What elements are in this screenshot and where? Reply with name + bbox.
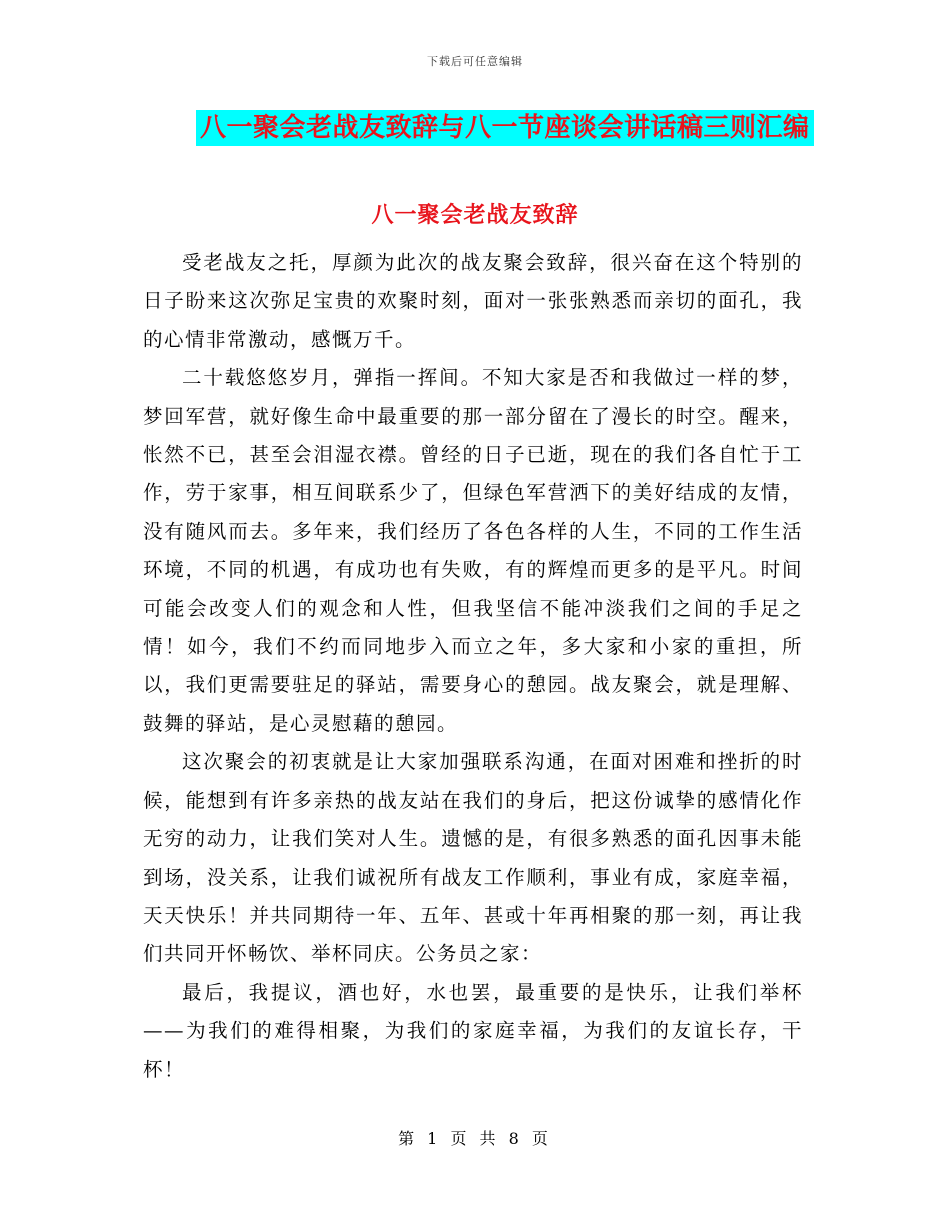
paragraph: 受老战友之托，厚颜为此次的战友聚会致辞，很兴奋在这个特别的日子盼来这次弥足宝贵的欢聚时刻，面对一张张熟悉而亲切的面孔，我的心情非常激动，感慨万千。	[143, 251, 803, 351]
paragraph: 最后，我提议，酒也好，水也罢，最重要的是快乐，让我们举杯——为我们的难得相聚，为我们的家庭幸福，为我们的友谊长存，干杯！	[143, 980, 803, 1081]
paragraph: 这次聚会的初衷就是让大家加强联系沟通，在面对困难和挫折的时候，能想到有许多亲热的战友站在我们的身后，把这份诚挚的感情化作无穷的动力，让我们笑对人生。遗憾的是，有很多熟悉的面孔因事未能到场，没关系，让我们诚祝所有战友工作顺利，事业有成，家庭幸福，天天快乐！并共同期待一年、五年、甚或十年再相聚的那一刻，再让我们共同开怀畅饮、举杯同庆。公务员之家：	[143, 750, 803, 966]
document-body	[143, 244, 803, 1089]
page-header-note: 下载后可任意编辑	[427, 55, 523, 68]
document-title: 八一聚会老战友致辞与八一节座谈会讲话稿三则汇编	[196, 110, 814, 146]
paragraph: 二十载悠悠岁月，弹指一挥间。不知大家是否和我做过一样的梦，梦回军营，就好像生命中最重要的那一部分留在了漫长的时空。醒来，怅然不已，甚至会泪湿衣襟。曾经的日子已逝，现在的我们各自忙于工作，劳于家事，相互间联系少了，但绿色军营洒下的美好结成的友情，没有随风而去。多年来，我们经历了各色各样的人生，不同的工作生活环境，不同的机遇，有成功也有失败，有的辉煌而更多的是平凡。时间可能会改变人们的观念和人性，但我坚信不能冲淡我们之间的手足之情！如今，我们不约而同地步入而立之年，多大家和小家的重担，所以，我们更需要驻足的驿站，需要身心的憩园。战友聚会，就是理解、鼓舞的驿站，是心灵慰藉的憩园。	[143, 366, 803, 735]
section-title: 八一聚会老战友致辞	[371, 202, 579, 228]
page-number-footer: 第 1 页 共 8 页	[398, 1129, 552, 1148]
